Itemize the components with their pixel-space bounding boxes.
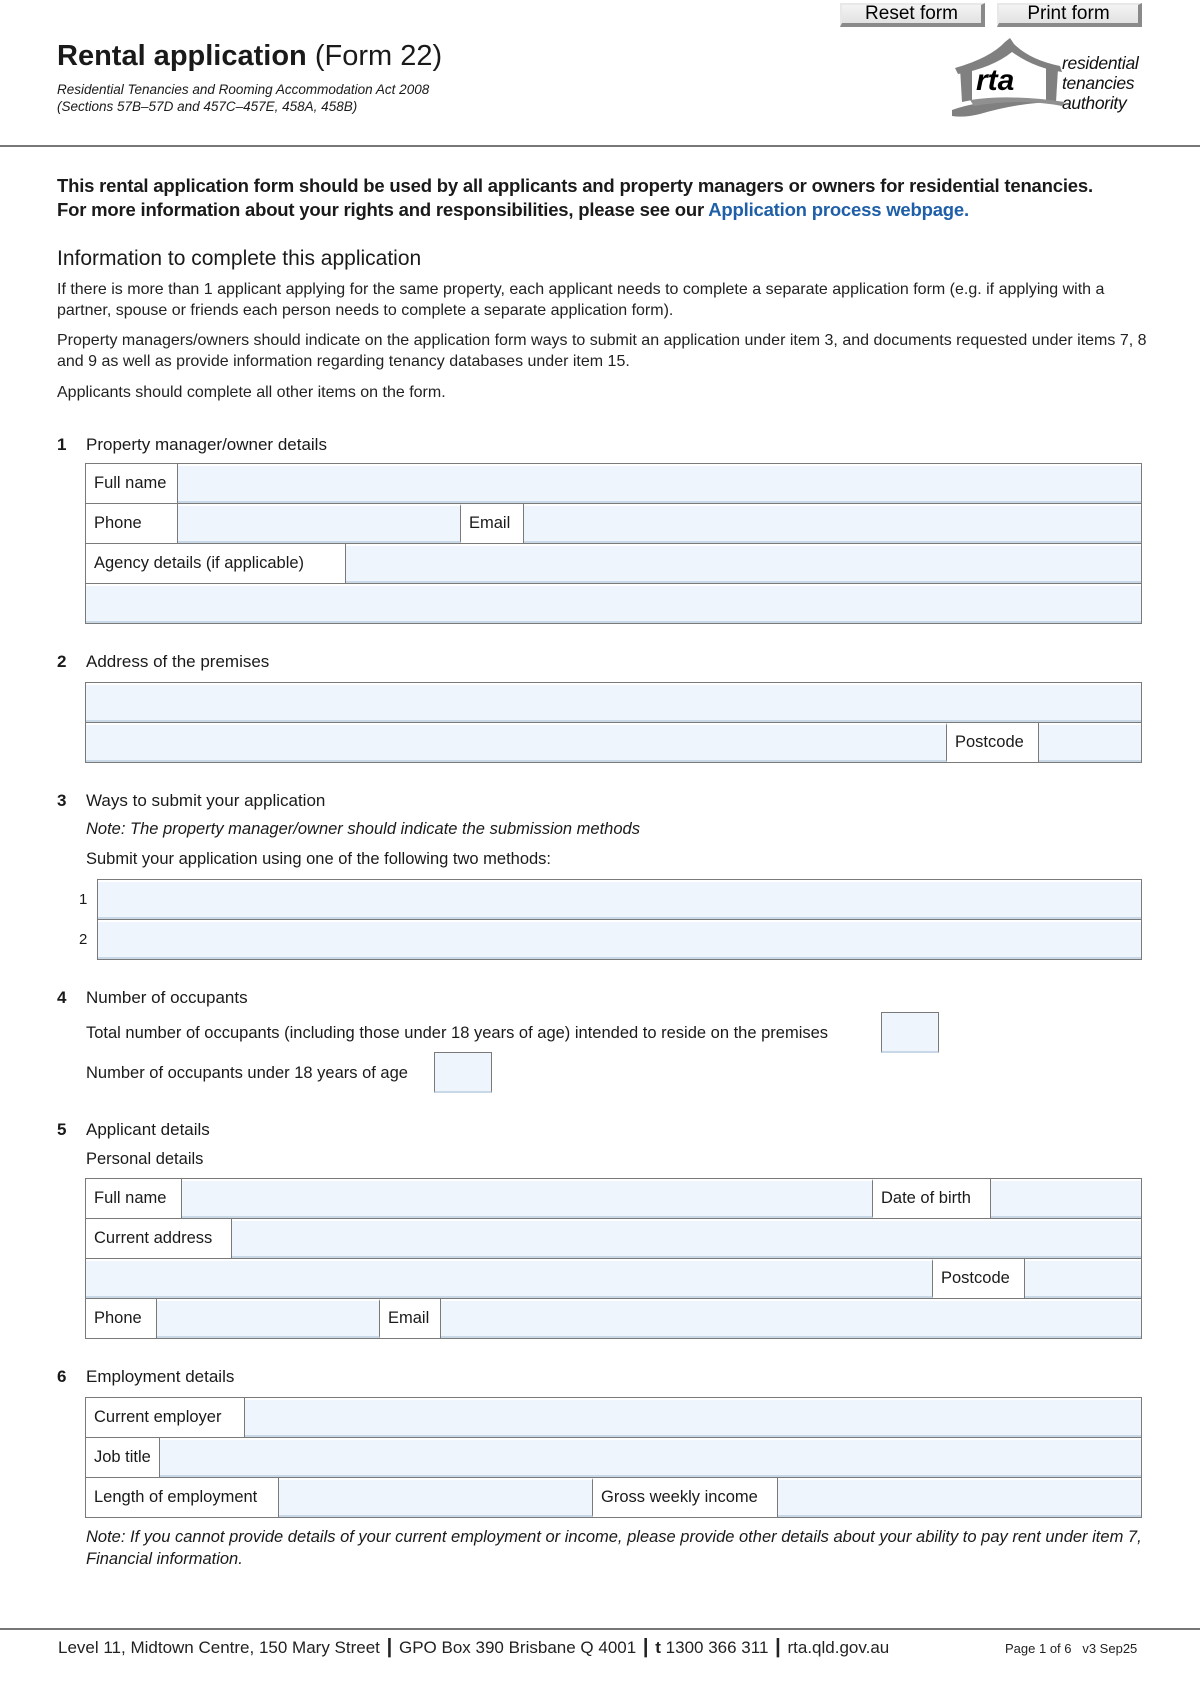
act-sections: (Sections 57B–57D and 457C–457E, 458A, 458B): [57, 99, 358, 114]
gross-income-label: Gross weekly income: [593, 1478, 778, 1517]
section-5-subtitle: Personal details: [86, 1150, 204, 1168]
method-2-row: [98, 919, 1141, 959]
section-1-title: Property manager/owner details: [86, 435, 327, 454]
applicant-dob-field[interactable]: [991, 1179, 1141, 1218]
applicant-name-row: [86, 1179, 1141, 1218]
info-paragraph-1: If there is more than 1 applicant applying for the same property, each applicant needs to complete a separate application form (e.g. if applying with a partner, spouse or friends each person needs to complete a separate application form).: [57, 281, 1105, 319]
pm-agency-row-2: [86, 583, 1141, 623]
info-paragraph-2: Property managers/owners should indicate on the application form ways to submit an application under item 3, and documents requested under items 7, 8 and 9 as well as provide information regarding tenancy databases under item 15.: [57, 332, 1147, 370]
premises-address-row-1: [86, 683, 1141, 722]
info-paragraph-3: Applicants should complete all other items on the form.: [57, 384, 446, 401]
title-main: Rental application: [57, 40, 307, 72]
intro-line-1: This rental application form should be used by all applicants and property managers or owners for residential tenancies.: [57, 175, 1093, 196]
applicant-dob-label: Date of birth: [873, 1179, 991, 1218]
reset-form-button[interactable]: Reset form: [840, 3, 985, 27]
employer-label: Current employer: [86, 1398, 245, 1437]
applicant-address-row: [86, 1218, 1141, 1258]
applicant-fullname-field[interactable]: [182, 1179, 873, 1218]
applicant-address-field[interactable]: [232, 1219, 1141, 1258]
pm-fullname-label: Full name: [86, 464, 178, 503]
section-2-number: 2: [57, 652, 67, 671]
intro-text: [57, 174, 1157, 222]
method-1-row: [98, 880, 1141, 919]
premises-address-field-2[interactable]: [86, 723, 947, 762]
applicant-phone-field[interactable]: [157, 1299, 380, 1338]
under18-occupants-field[interactable]: [434, 1052, 492, 1093]
info-heading: Information to complete this application: [57, 247, 422, 270]
applicant-address-row-2: [86, 1258, 1141, 1298]
applicant-postcode-field[interactable]: [1025, 1259, 1141, 1298]
job-title-field[interactable]: [160, 1438, 1141, 1477]
method-2-field[interactable]: [98, 920, 1141, 959]
section-4-title: Number of occupants: [86, 988, 248, 1007]
pm-fullname-field[interactable]: [178, 464, 1141, 503]
logo-mark: rta: [976, 64, 1015, 97]
premises-postcode-label: Postcode: [947, 723, 1039, 762]
premises-postcode-field[interactable]: [1039, 723, 1141, 762]
logo-line-1: residential: [1062, 53, 1139, 73]
gross-income-field[interactable]: [778, 1478, 1141, 1517]
employment-length-label: Length of employment: [86, 1478, 279, 1517]
footer-phone: 1300 366 311: [665, 1638, 769, 1657]
applicant-details-grid: [85, 1178, 1142, 1339]
section-3-number: 3: [57, 791, 67, 810]
applicant-email-label: Email: [380, 1299, 441, 1338]
pm-phone-field[interactable]: [178, 504, 461, 543]
page-number: Page 1 of 6: [1005, 1641, 1072, 1656]
applicant-email-field[interactable]: [441, 1299, 1141, 1338]
pm-contact-row: [86, 503, 1141, 543]
footer-contact: [58, 1636, 889, 1659]
section-3-note: Note: The property manager/owner should indicate the submission methods: [86, 820, 640, 838]
applicant-address-label: Current address: [86, 1219, 232, 1258]
applicant-phone-label: Phone: [86, 1299, 157, 1338]
employer-field[interactable]: [245, 1398, 1141, 1437]
form-version: v3 Sep25: [1082, 1641, 1138, 1656]
method-1-field[interactable]: [98, 880, 1141, 919]
page-info: [1005, 1641, 1137, 1656]
footer-address: Level 11, Midtown Centre, 150 Mary Street: [58, 1638, 380, 1657]
logo-line-2: tenancies: [1062, 73, 1135, 93]
job-title-row: [86, 1437, 1141, 1477]
applicant-postcode-label: Postcode: [933, 1259, 1025, 1298]
submission-methods-grid: [97, 879, 1142, 960]
header-divider: [0, 145, 1200, 147]
section-4-number: 4: [57, 988, 67, 1007]
title-form-number: (Form 22): [314, 40, 443, 72]
total-occupants-field[interactable]: [881, 1012, 939, 1053]
act-name: Residential Tenancies and Rooming Accommodation Act 2008: [57, 82, 430, 97]
act-reference: [57, 81, 429, 115]
employment-length-field[interactable]: [279, 1478, 593, 1517]
section-1-number: 1: [57, 435, 67, 454]
application-process-link[interactable]: Application process webpage.: [708, 199, 969, 220]
footer-separator: |: [642, 1636, 649, 1658]
section-6-title: Employment details: [86, 1367, 235, 1386]
pm-fullname-row: [86, 464, 1141, 503]
premises-address-field-1[interactable]: [86, 683, 1141, 722]
footer-separator: |: [386, 1636, 393, 1658]
section-2-title: Address of the premises: [86, 652, 270, 671]
section-6-number: 6: [57, 1367, 67, 1386]
intro-line-2-prefix: For more information about your rights and responsibilities, please see our: [57, 199, 709, 220]
footer-phone-prefix: t: [655, 1638, 661, 1657]
applicant-address-field-2[interactable]: [86, 1259, 933, 1298]
logo-wordmark: [1062, 53, 1138, 113]
method-2-number: 2: [79, 931, 88, 948]
logo-line-3: authority: [1062, 93, 1127, 113]
footer-po-box: GPO Box 390 Brisbane Q 4001: [398, 1638, 637, 1657]
pm-email-label: Email: [461, 504, 524, 543]
section-3-title: Ways to submit your application: [86, 791, 326, 810]
employment-details-grid: [85, 1397, 1142, 1518]
footer-separator: |: [775, 1636, 781, 1658]
premises-address-grid: [85, 682, 1142, 763]
pm-phone-label: Phone: [86, 504, 178, 543]
property-manager-grid: [85, 463, 1142, 624]
job-title-label: Job title: [86, 1438, 160, 1477]
pm-email-field[interactable]: [524, 504, 1141, 543]
applicant-fullname-label: Full name: [86, 1179, 182, 1218]
premises-address-row-2: [86, 722, 1141, 762]
applicant-contact-row: [86, 1298, 1141, 1338]
page-title: [57, 38, 442, 74]
section-3-instruction: Submit your application using one of the following two methods:: [86, 850, 552, 868]
pm-agency-field-2[interactable]: [86, 584, 1141, 623]
footer-divider: [0, 1628, 1200, 1630]
employer-row: [86, 1398, 1141, 1437]
employment-note: Note: If you cannot provide details of your current employment or income, please provide other details about your ability to pay rent under item 7, Financial information.: [86, 1528, 1142, 1568]
pm-agency-row: [86, 543, 1141, 583]
section-5-title: Applicant details: [86, 1120, 210, 1139]
footer-website: rta.qld.gov.au: [787, 1638, 890, 1657]
under18-occupants-label: Number of occupants under 18 years of age: [86, 1064, 408, 1082]
pm-agency-field[interactable]: [346, 544, 1141, 583]
pm-agency-label: Agency details (if applicable): [86, 544, 346, 583]
intro-line-2: [57, 198, 1157, 222]
print-form-button[interactable]: Print form: [997, 3, 1142, 27]
section-5-number: 5: [57, 1120, 67, 1139]
employment-length-row: [86, 1477, 1141, 1517]
method-1-number: 1: [79, 891, 88, 908]
total-occupants-label: Total number of occupants (including those under 18 years of age) intended to reside on the premises: [86, 1024, 829, 1042]
